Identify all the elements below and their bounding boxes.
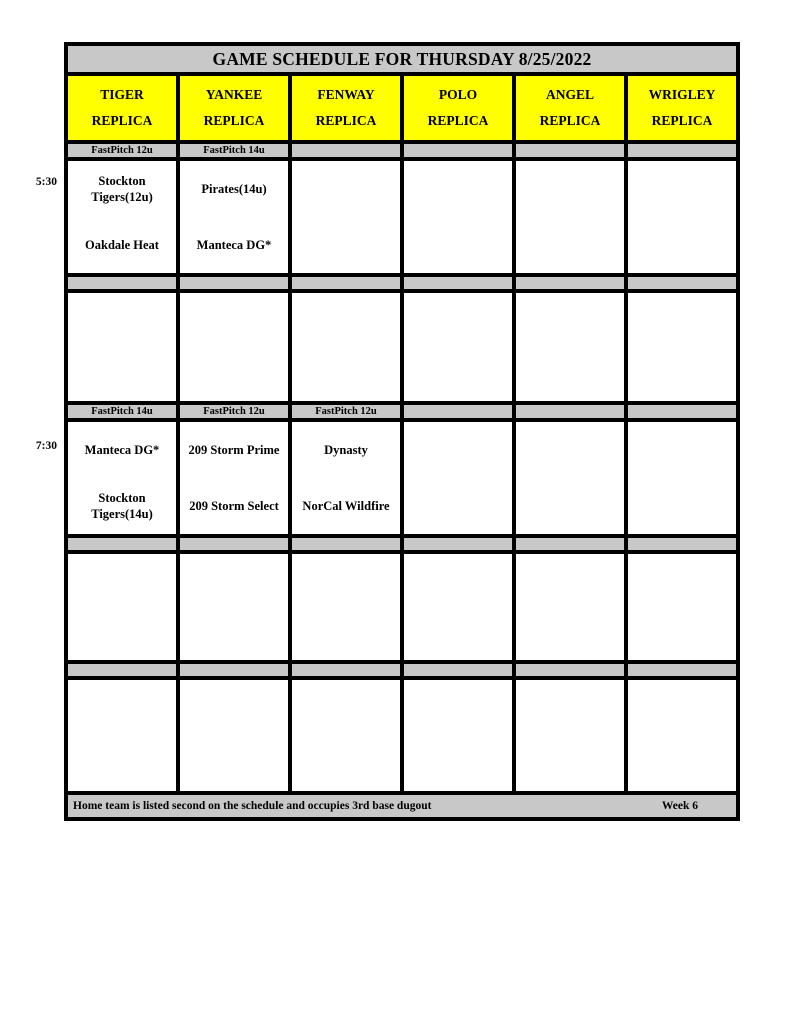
field-header-yankee [180,76,288,140]
visitor-team: 209 Storm Prime [188,443,280,458]
division-strip-cell: FastPitch 12u [292,405,400,418]
division-strip-cell [68,277,176,289]
home-team: 209 Storm Select [189,499,279,514]
division-strip-cell [68,538,176,550]
game-cell-empty [404,554,512,660]
field-header-wrigley [628,76,736,140]
division-strip-cell [404,538,512,550]
game-cell-empty [628,422,736,534]
game-cell-empty [68,554,176,660]
division-strip-cell [628,405,736,418]
game-cell-empty [292,293,400,401]
game-cell-empty [404,422,512,534]
division-strip-cell [628,144,736,157]
field-name: YANKEE [205,87,263,102]
field-header-tiger [68,76,176,140]
field-header-fenway [292,76,400,140]
game-cell-empty [180,293,288,401]
division-strip-cell [404,144,512,157]
game-cell [292,422,400,534]
division-strip-cell [516,277,624,289]
game-cell [68,161,176,273]
division-strip-cell [292,277,400,289]
game-cell-empty [292,680,400,791]
field-type: REPLICA [427,113,489,128]
footer-bar [68,795,736,817]
division-strip-cell [516,405,624,418]
division-strip-cell [404,405,512,418]
division-strip-cell [404,277,512,289]
game-cell-empty [404,161,512,273]
division-strip-cell [180,277,288,289]
time-label-7-30: 7:30 [35,440,57,452]
game-cell-empty [292,161,400,273]
game-cell-empty [516,554,624,660]
division-strip-cell [628,538,736,550]
field-header-angel [516,76,624,140]
game-cell-empty [404,293,512,401]
division-strip-cell [68,664,176,676]
visitor-team: Stockton Tigers(12u) [91,174,153,205]
division-strip-cell [516,144,624,157]
game-cell-empty [516,293,624,401]
home-team: NorCal Wildfire [302,499,390,514]
field-type: REPLICA [651,113,713,128]
home-team: Oakdale Heat [85,238,159,253]
division-strip-cell: FastPitch 12u [68,144,176,157]
field-type: REPLICA [315,113,377,128]
visitor-team: Manteca DG* [84,443,160,458]
division-strip-cell [292,538,400,550]
division-strip-cell [180,664,288,676]
division-strip-cell [404,664,512,676]
game-cell [180,161,288,273]
division-strip-cell [292,144,400,157]
division-strip-cell [628,664,736,676]
game-cell-empty [516,161,624,273]
schedule-table [64,42,740,821]
field-type: REPLICA [91,113,153,128]
time-label-5-30: 5:30 [35,176,57,188]
game-cell-empty [628,293,736,401]
game-cell-empty [68,680,176,791]
field-name: POLO [438,87,478,102]
game-cell [180,422,288,534]
division-strip-cell: FastPitch 14u [180,144,288,157]
game-cell-empty [292,554,400,660]
field-name: TIGER [100,87,144,102]
division-strip-cell: FastPitch 12u [180,405,288,418]
game-cell-empty [68,293,176,401]
division-strip-cell [292,664,400,676]
field-type: REPLICA [203,113,265,128]
field-name: ANGEL [545,87,594,102]
division-strip-cell [516,664,624,676]
field-type: REPLICA [539,113,601,128]
footer-week: Week 6 [661,800,698,812]
game-cell-empty [516,422,624,534]
visitor-team: Pirates(14u) [201,182,267,197]
home-team: Stockton Tigers(14u) [91,491,153,522]
game-cell-empty [628,680,736,791]
game-cell [68,422,176,534]
game-cell-empty [516,680,624,791]
game-cell-empty [180,680,288,791]
visitor-team: Dynasty [324,443,368,458]
division-strip-cell: FastPitch 14u [68,405,176,418]
division-strip-cell [516,538,624,550]
game-cell-empty [404,680,512,791]
home-team: Manteca DG* [196,238,272,253]
field-header-polo [404,76,512,140]
footer-note: Home team is listed second on the schedule and occupies 3rd base dugout [73,800,432,812]
division-strip-cell [628,277,736,289]
game-cell-empty [628,161,736,273]
division-strip-cell [180,538,288,550]
game-cell-empty [628,554,736,660]
field-name: WRIGLEY [648,87,716,102]
game-cell-empty [180,554,288,660]
schedule-title: GAME SCHEDULE FOR THURSDAY 8/25/2022 [68,46,736,72]
field-name: FENWAY [317,87,375,102]
